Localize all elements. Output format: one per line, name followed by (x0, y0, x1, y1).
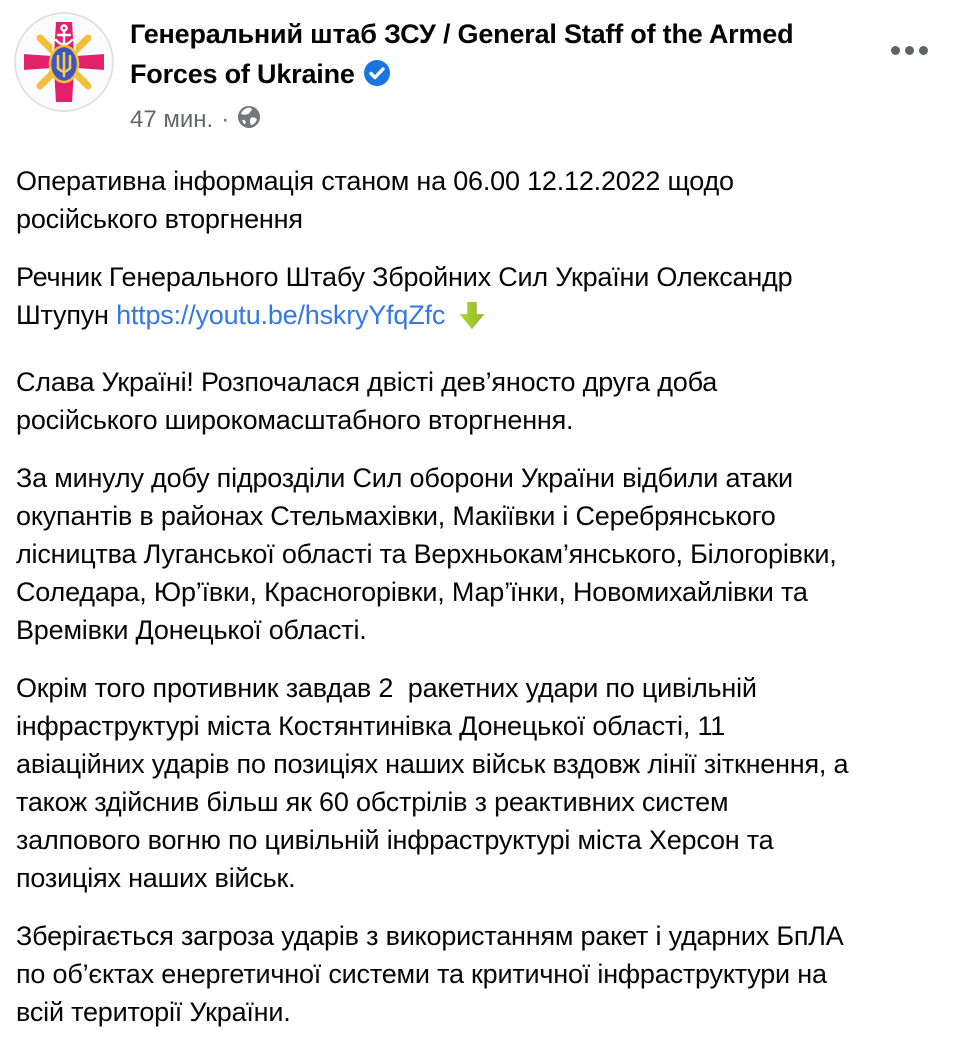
timestamp-link[interactable]: 47 мин. (130, 105, 214, 133)
youtube-link[interactable]: https://youtu.be/hskryYfqZfc (116, 300, 446, 330)
dot (919, 46, 928, 55)
green-down-arrow-emoji (455, 299, 489, 343)
paragraph-slava-ukraini: Слава Україні! Розпочалася двісті дев’яносто друга доба російського широкомасштабного вторгнення. (16, 367, 725, 435)
dot (905, 46, 914, 55)
meta-separator: · (221, 105, 230, 133)
post-meta (130, 103, 855, 136)
paragraph-spokesman (16, 258, 854, 343)
header-info (130, 12, 855, 136)
paragraph-operational-info: Оперативна інформація станом на 06.00 12.12.2022 щодо російського вторгнення (16, 166, 742, 234)
post-body (0, 136, 964, 1049)
globe-public-icon (237, 105, 261, 136)
paragraph-threat-warning: Зберігається загроза ударів з використанням ракет і ударних БпЛА по об’єктах енергетичної системи та критичної інфраструктури на всій території України. (16, 921, 851, 1027)
page-name-text: Генеральний штаб ЗСУ / General Staff of the Armed Forces of Ukraine (130, 19, 794, 89)
paragraph-enemy-strikes: Окрім того противник завдав 2 ракетних удари по цивільній інфраструктурі міста Костянтинівка Донецької області, 11 авіаційних ударів по позиціях наших військ вздовж лінії зіткнення, а також здійснив більш як 60 обстрілів з реактивних систем залпового вогню по цивільній інфраструктурі міста Херсон та позиціях наших військ. (16, 673, 856, 893)
avatar[interactable] (14, 12, 114, 112)
dot (891, 46, 900, 55)
page-name-link[interactable] (130, 14, 855, 98)
general-staff-emblem-icon (14, 12, 114, 112)
verified-badge-icon (363, 58, 391, 98)
post-header (0, 0, 964, 136)
paragraph-repelled-attacks: За минулу добу підрозділи Сил оборони України відбили атаки окупантів в районах Стельмахівки, Макіївки і Серебрянського лісництва Луганської області та Верхньокам’янського, Білогорівки, Соледара, Юр’ївки, Красногорівки, Мар’їнки, Новомихайлівки та Времівки Донецької області. (16, 463, 844, 645)
more-options-button[interactable] (881, 36, 938, 65)
spokesman-text: Речник Генерального Штабу Збройних Сил України Олександр Штупун (16, 262, 800, 330)
